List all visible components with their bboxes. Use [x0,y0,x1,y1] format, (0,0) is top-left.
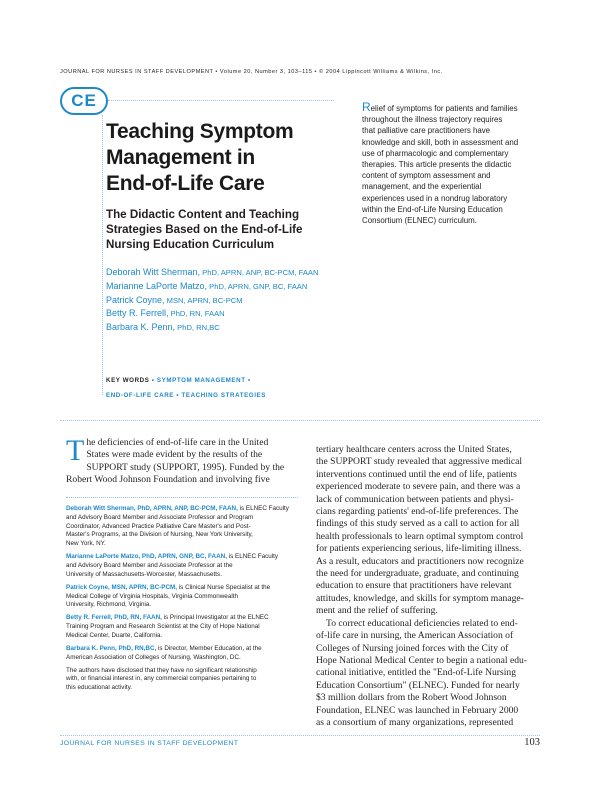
abstract-line: that palliative care practitioners have [362,126,491,136]
body-line: health professionals to learn optimal symptom control [316,530,524,542]
abstract [362,102,538,226]
body-line: $3 million dollars from the Robert Wood Johnson [316,692,507,704]
footnote-author: Betty R. Ferrell, PhD, RN, FAAN, [66,614,162,622]
author-credentials: PhD, APRN, ANP, BC-PCM, FAAN [200,268,319,277]
body-column-left [66,434,300,487]
body-line: lack of communication between patients and physi- [316,493,514,505]
abstract-line: therapies. This article presents the didactic [362,160,512,170]
footnote: Deborah Witt Sherman, PhD, APRN, ANP, BC-PCM, FAAN, is ELNEC Faculty and Advisory Board Member and Associate Professor and Program Coordinator, Advanced Practice Palliative Care Master's and Post- Master's Programs, at the Division of Nursing, New York University, New York, NY. [66,505,289,548]
footnote-author: Barbara K. Penn, PhD, RN,BC, [66,644,157,652]
keyword: TEACHING STRATEGIES [181,392,266,399]
bullet-icon: • [176,392,180,399]
subtitle-line: Nursing Education Curriculum [106,238,275,251]
body-line: experienced moderate to severe pain, and there was a [316,481,521,493]
body-line: cational initiative, entitled the "End-of-Life Nursing [316,667,516,679]
body-line: Robert Wood Johnson Foundation and involving five [66,474,270,486]
body-dropcap: T [66,434,85,467]
bullet-icon: • [151,377,155,384]
footnote: Marianne LaPorte Matzo, PhD, APRN, GNP, BC, FAAN, is ELNEC Faculty and Advisory Board Member and Associate Professor at the University of Massachusetts-Worcester, Massachusetts. [66,553,279,578]
body-line: Education Consortium" (ELNEC). Funded for nearly [316,679,520,691]
abstract-line: use of pharmacologic and complementary [362,148,509,158]
author-credentials: MSN, APRN, BC-PCM [164,295,243,305]
abstract-line: throughout the illness trajectory requires [362,115,503,125]
author-name: Marianne LaPorte Matzo, [106,280,208,291]
page-number: 103 [524,737,540,748]
author [106,280,356,294]
body-line: To correct educational deficiencies related to end- [326,617,518,629]
subtitle-line: Strategies Based on the End-of-Life [106,223,303,236]
body-line: Foundation, ELNEC was launched in February 2000 [316,704,519,716]
footnote-author: Deborah Witt Sherman, PhD, APRN, ANP, BC-PCM, FAAN, [66,505,238,512]
body-line: as a consortium of many organizations, represented [316,716,514,728]
footer-journal-name: JOURNAL FOR NURSES IN STAFF DEVELOPMENT [60,740,239,747]
subtitle-line: The Didactic Content and Teaching [106,208,300,221]
author-credentials: PhD, RN, FAAN [168,309,225,319]
body-line: States were made evident by the results of the [86,449,263,461]
article-title [106,119,346,197]
keywords-row [106,377,251,384]
author-credentials: PhD, RN,BC [175,323,220,333]
author [106,321,356,335]
author-name: Patrick Coyne, [106,294,165,305]
author [106,266,356,280]
body-line: Colleges of Nursing joined forces with the City of [316,642,509,654]
body-line: tertiary healthcare centers across the United States, [316,444,512,455]
footer-divider [60,735,540,736]
footnote: Patrick Coyne, MSN, APRN, BC-PCM, is Clinical Nurse Specialist at the Medical College of Virginia Hospitals, Virginia Commonwealth University, Richmond, Virginia. [66,583,271,609]
keyword: SYMPTOM MANAGEMENT [156,377,246,384]
title-line: Management in [106,146,255,169]
body-line: of-life care in nursing, the American Association of [316,630,514,642]
footnote-author: Patrick Coyne, MSN, APRN, BC-PCM, [66,583,178,591]
abstract-line: Relief of symptoms for patients and families [362,100,518,114]
abstract-line: knowledge and skill, both in assessment and [362,137,519,147]
author-name: Deborah Witt Sherman, [106,267,201,277]
disclosure-note: The authors have disclosed that they have no significant relationship with, or financial interest in, any commercial companies pertaining to this educational activity. [66,666,257,692]
body-line: ment and the relief of suffering. [316,605,438,617]
footnote: Betty R. Ferrell, PhD, RN, FAAN, is Principal Investigator at the ELNEC Training Program and Research Scientist at the City of Hope National Medical Center, Duarte, California. [66,614,269,639]
top-divider [108,100,334,101]
body-line: SUPPORT study (SUPPORT, 1995). Funded by the [86,461,285,473]
keywords-label: KEY WORDS [106,377,150,384]
body-line: the need for undergraduate, graduate, and continuing [316,568,519,580]
abstract-line: Consortium (ELNEC) curriculum. [362,216,477,226]
abstract-line: content of symptom assessment and [362,171,491,181]
abstract-line: experiences used in a nondrug laboratory [362,193,508,203]
body-line: the SUPPORT study revealed that aggressive medical [316,456,523,468]
running-header: JOURNAL FOR NURSES IN STAFF DEVELOPMENT • Volume 20, Number 3, 103–115 • © 2004 Lippincott Williams & Wilkins, Inc. [60,69,443,75]
keywords-row [106,392,266,399]
abstract-line: within the End-of-Life Nursing Education [362,204,503,214]
body-line: attitudes, knowledge, and skills for symptom manage- [316,592,524,604]
article-subtitle [106,207,346,252]
author-name: Betty R. Ferrell, [106,308,169,319]
author-list [106,266,356,335]
body-line: interventions continued until the end of life, patients [316,468,517,480]
author-footnotes [66,505,302,697]
ce-badge: CE [60,87,108,115]
section-divider [60,420,540,421]
bullet-icon: • [247,377,251,384]
body-line: for patients experiencing serious, life-limiting illness. [316,543,522,555]
body-line: education to ensure that practitioners have relevant [316,580,512,592]
abstract-line: management, and the experiential [362,182,482,192]
footnote-divider [66,497,298,498]
body-line: cians regarding patients' end-of-life preferences. The [316,506,519,518]
author [106,307,356,321]
vertical-divider [102,115,103,395]
abstract-dropcap: R [362,100,371,114]
body-line: Hope National Medical Center to begin a national edu- [316,654,527,666]
footnote-author: Marianne LaPorte Matzo, PhD, APRN, GNP, BC, FAAN, [66,553,227,561]
body-line: he deficiencies of end-of-life care in the United [86,437,269,448]
body-line: findings of this study served as a call to action for all [316,518,520,530]
body-column-right [316,444,540,729]
author-name: Barbara K. Penn, [106,322,176,333]
keyword: END-OF-LIFE CARE [106,392,175,399]
author [106,294,356,308]
title-line: End-of-Life Care [106,172,265,195]
title-line: Teaching Symptom [106,120,294,143]
body-line: As a result, educators and practitioners now recognize [316,555,524,567]
footnote: Barbara K. Penn, PhD, RN,BC, is Director, Member Education, at the American Association of Colleges of Nursing, Washington, DC. [66,644,262,661]
author-credentials: PhD, APRN, GNP, BC, FAAN [207,281,308,291]
